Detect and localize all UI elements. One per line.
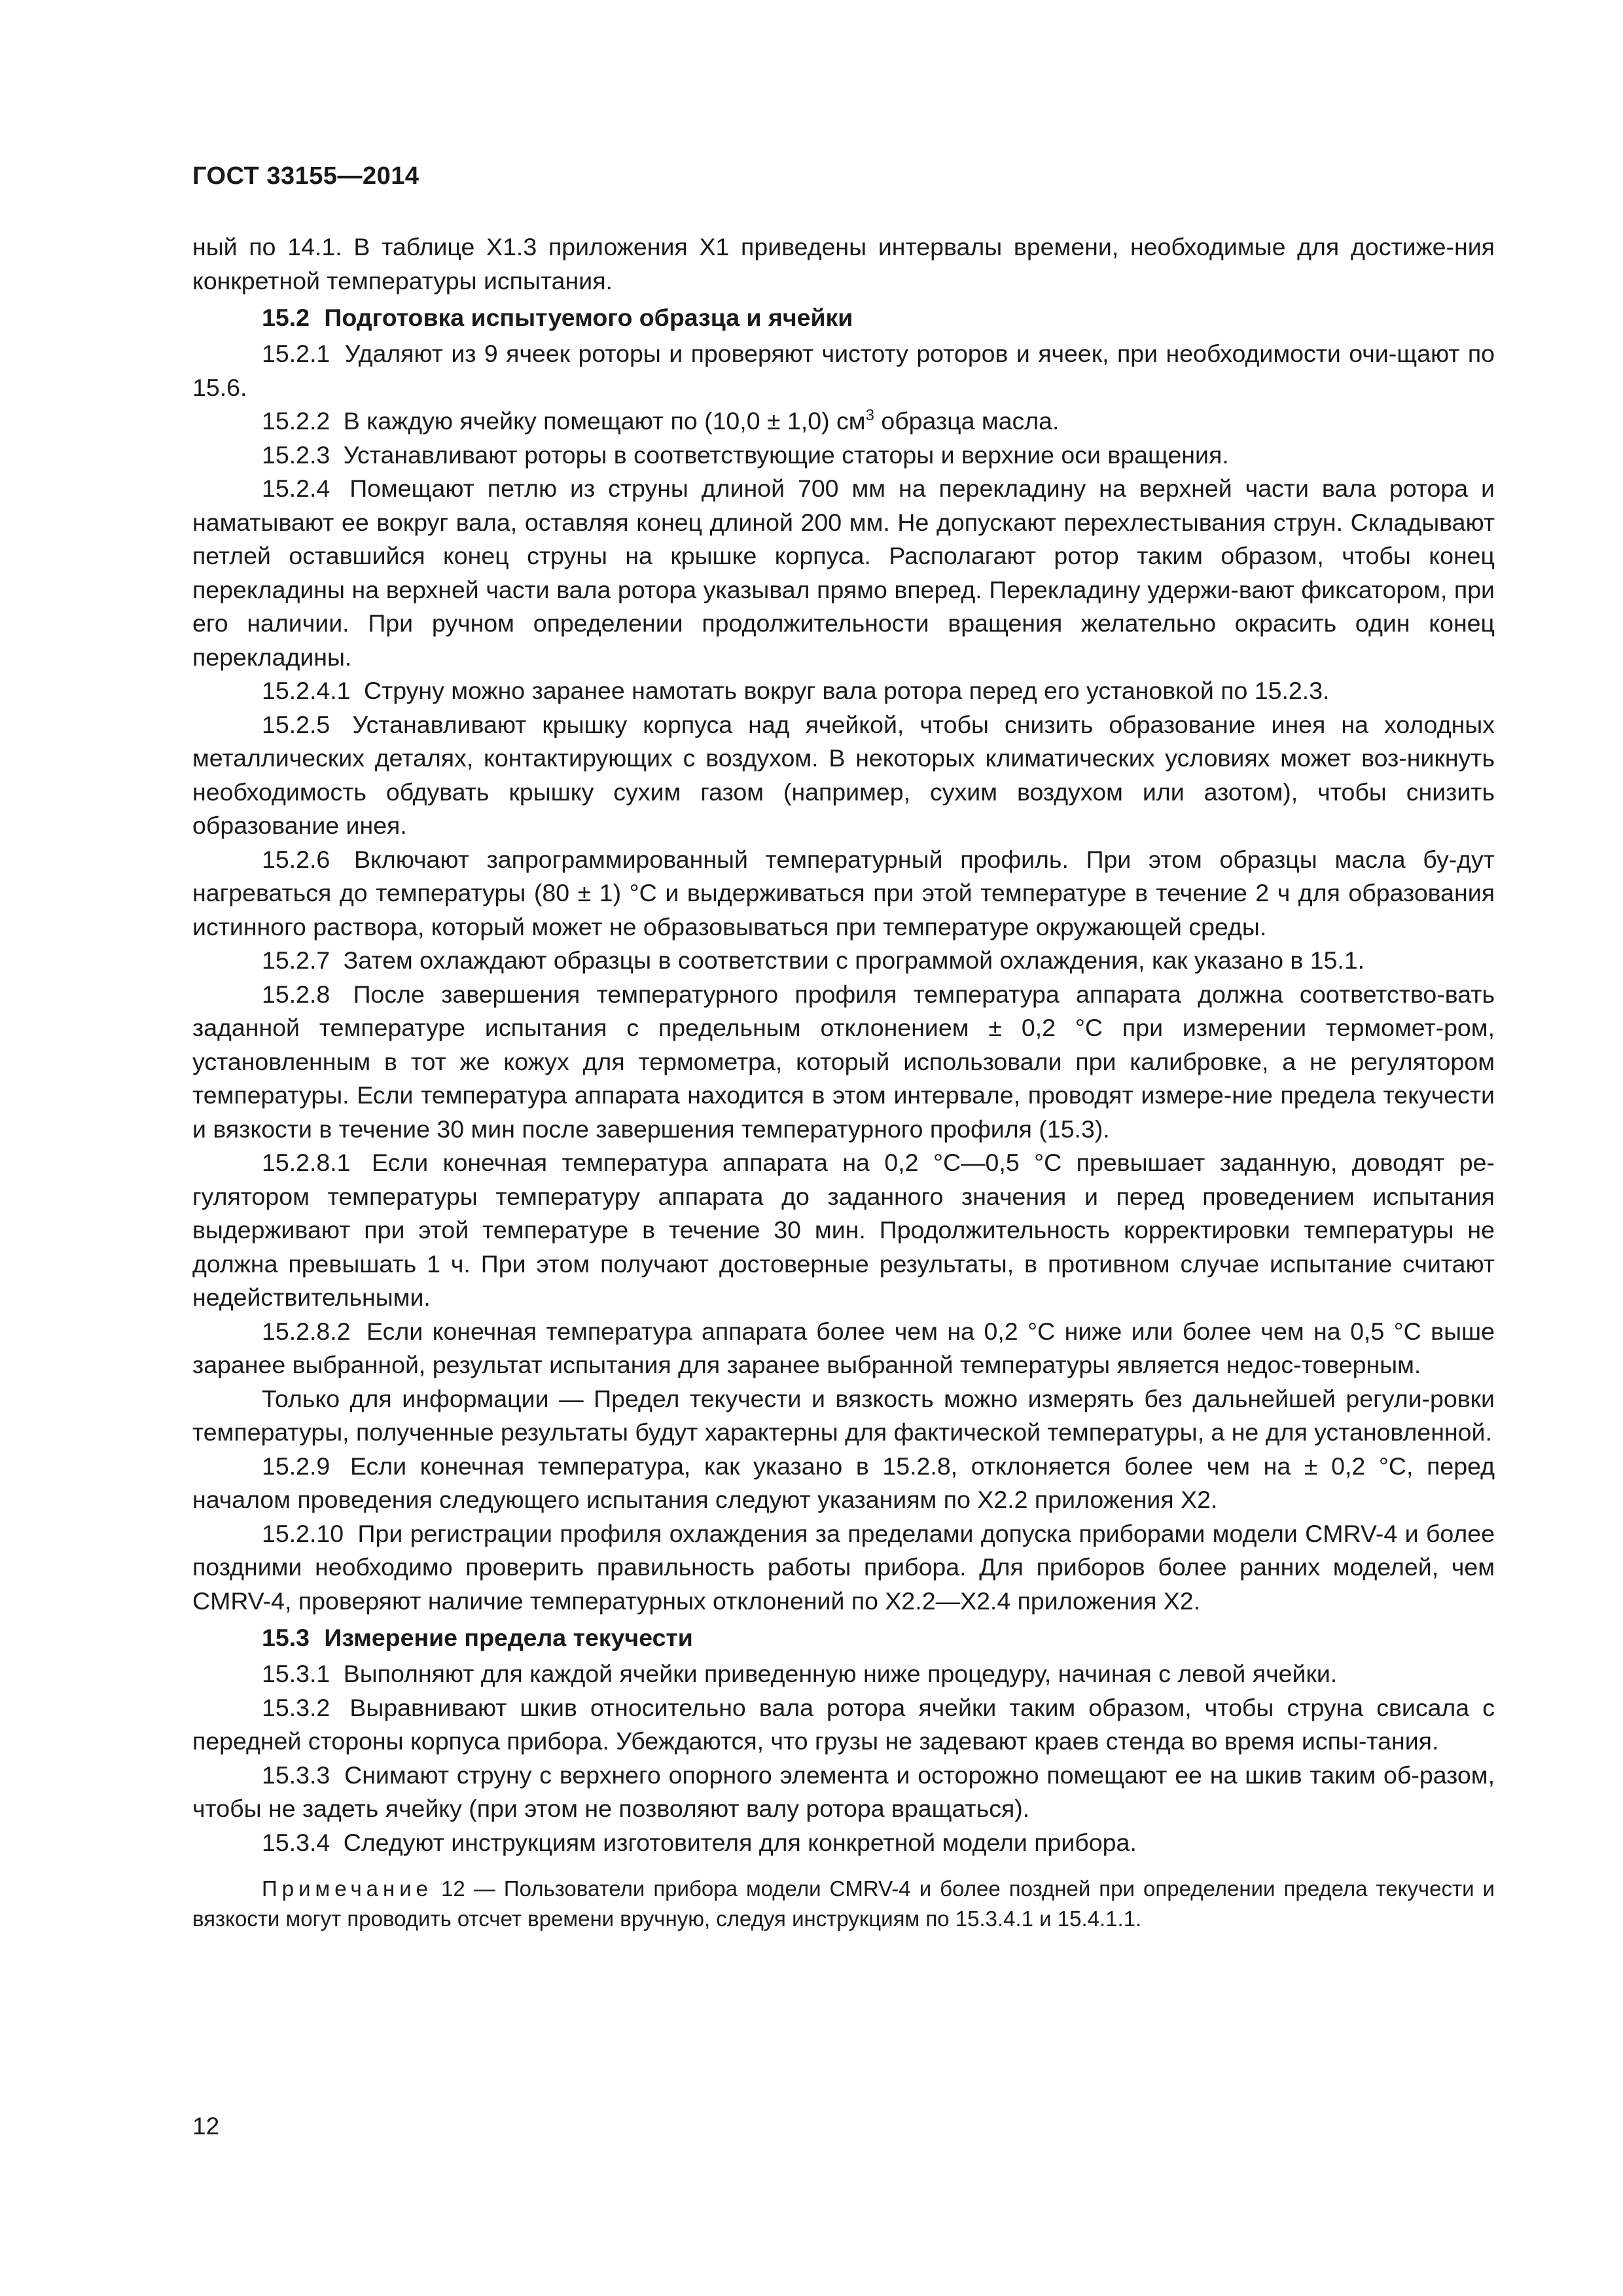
clause-number: 15.2.8 — [262, 980, 330, 1008]
clause-number: 15.2.8.1 — [262, 1149, 351, 1176]
clause-text: Помещают петлю из струны длиной 700 мм на перекладину на верхней части вала ротора и наматывают ее вокруг вала, оставляя конец длиной 200 мм. Не допускают перехлестывания струн. Складывают петлей оставшийся конец струны на крышке корпуса. Располагают ротор таким образом, чтобы конец перекладины на верхней части вала ротора указывал прямо вперед. Перекладину удержи-вают фиксатором, при его наличии. При ручном определении продолжительности вращения желательно окрасить один конец перекладины. — [192, 475, 1495, 671]
paragraph-15-2-8 — [192, 978, 1495, 1147]
clause-text: Если конечная температура аппарата более чем на 0,2 °C ниже или более чем на 0,5 °C выше заранее выбранной, результат испытания для заранее выбранной температуры является недос-товерным. — [192, 1317, 1495, 1378]
clause-number: 15.3.4 — [262, 1828, 330, 1856]
clause-number: 15.2.2 — [262, 407, 330, 435]
clause-text: Выполняют для каждой ячейки приведенную ниже процедуру, начиная с левой ячейки. — [343, 1660, 1338, 1687]
clause-text: После завершения температурного профиля температура аппарата должна соответство-вать заданной температуре испытания с предельным отклонением ± 0,2 °C при измерении термомет-ром, установленным в тот же кожух для термометра, который использовали при калибровке, а не регулятором температуры. Если температура аппарата находится в этом интервале, проводят измере-ние предела текучести и вязкости в течение 30 мин после завершения температурного профиля (15.3). — [192, 980, 1495, 1143]
clause-text: Если конечная температура аппарата на 0,2 °C—0,5 °C превышает заданную, доводят ре-гулятором температуры температуру аппарата до заданного значения и перед проведением испытания выдерживают при этой температуре в течение 30 мин. Продолжительность корректировки температуры не должна превышать 1 ч. При этом получают достоверные результаты, в противном случае испытание считают недействительными. — [192, 1149, 1495, 1311]
paragraph-intro: ный по 14.1. В таблице X1.3 приложения X1 приведены интервалы времени, необходимые для достиже-ния конкретной температуры испытания. — [192, 233, 1495, 295]
clause-text-tail: образца масла. — [874, 407, 1060, 435]
clause-number: 15.2.4.1 — [262, 677, 351, 704]
section-heading-15-2 — [192, 298, 1495, 337]
clause-text: Удаляют из 9 ячеек роторы и проверяют чистоту роторов и ячеек, при необходимости очи-щают по 15.6. — [192, 340, 1495, 401]
paragraph-15-3-3 — [192, 1759, 1495, 1826]
note-text: 12 — Пользователи прибора модели CMRV-4 и более поздней при определении предела текучести и вязкости могут проводить отсчет времени вручную, следуя инструкциям по 15.3.4.1 и 15.4.1.1. — [192, 1876, 1495, 1931]
paragraph-15-2-2 — [192, 404, 1495, 439]
document-body — [192, 230, 1495, 1934]
clause-number: 15.2.1 — [262, 340, 330, 367]
clause-number: 15.3.1 — [262, 1660, 330, 1687]
paragraph-info: Только для информации — Предел текучести и вязкость можно измерять без дальнейшей регули-ровки температуры, полученные результаты будут характерны для фактической температуры, а не для установленной. — [192, 1384, 1495, 1446]
paragraph-15-3-4 — [192, 1826, 1495, 1860]
section-title: Измерение предела текучести — [324, 1624, 693, 1651]
clause-number: 15.2.10 — [262, 1519, 344, 1547]
paragraph-15-2-8-1 — [192, 1146, 1495, 1315]
clause-number: 15.2.7 — [262, 946, 330, 974]
clause-text: В каждую ячейку помещают по (10,0 ± 1,0) см — [343, 407, 866, 435]
paragraph-15-3-1 — [192, 1657, 1495, 1691]
clause-text: Затем охлаждают образцы в соответствии с программой охлаждения, как указано в 15.1. — [343, 946, 1365, 974]
paragraph-15-2-4 — [192, 472, 1495, 674]
clause-number: 15.3.2 — [262, 1693, 330, 1721]
paragraph-15-2-1 — [192, 337, 1495, 404]
clause-text: Струну можно заранее намотать вокруг вала ротора перед его установкой по 15.2.3. — [363, 677, 1330, 704]
superscript: 3 — [865, 406, 874, 424]
paragraph-15-2-5 — [192, 708, 1495, 843]
section-title: Подготовка испытуемого образца и ячейки — [324, 304, 853, 331]
clause-number: 15.2.9 — [262, 1452, 330, 1480]
note-12 — [192, 1874, 1495, 1934]
clause-number: 15.2.3 — [262, 440, 330, 469]
paragraph-15-2-10 — [192, 1517, 1495, 1619]
paragraph-15-3-2 — [192, 1691, 1495, 1759]
note-label: Примечание — [262, 1876, 433, 1901]
section-number: 15.3 — [262, 1624, 310, 1651]
page-number: 12 — [192, 2113, 220, 2140]
clause-text: Если конечная температура, как указано в 15.2.8, отклоняется более чем на ± 0,2 °C, перед началом проведения следующего испытания следуют указаниям по X2.2 приложения X2. — [192, 1452, 1495, 1513]
clause-text: Снимают струну с верхнего опорного элемента и осторожно помещают ее на шкив таким об-разом, чтобы не задеть ячейку (при этом не позволяют валу ротора вращаться). — [192, 1761, 1495, 1822]
section-number: 15.2 — [262, 304, 310, 331]
clause-text: Устанавливают роторы в соответствующие статоры и верхние оси вращения. — [343, 440, 1229, 469]
clause-number: 15.2.4 — [262, 475, 330, 502]
clause-text: Следуют инструкциям изготовителя для конкретной модели прибора. — [343, 1828, 1137, 1856]
clause-text: Включают запрограммированный температурный профиль. При этом образцы масла бу-дут нагреваться до температуры (80 ± 1) °C и выдерживаться при этой температуре в течение 2 ч для образования истинного раствора, который может не образовываться при температуре окружающей среды. — [192, 845, 1495, 941]
clause-text: Устанавливают крышку корпуса над ячейкой, чтобы снизить образование инея на холодных металлических деталях, контактирующих с воздухом. В некоторых климатических условиях может воз-никнуть необходимость обдувать крышку сухим газом (например, сухим воздухом или азотом), чтобы снизить образование инея. — [192, 710, 1495, 839]
paragraph-15-2-9 — [192, 1450, 1495, 1517]
paragraph-15-2-7 — [192, 944, 1495, 978]
clause-number: 15.2.6 — [262, 845, 330, 873]
clause-number: 15.2.8.2 — [262, 1317, 351, 1345]
clause-text: Выравнивают шкив относительно вала ротора ячейки таким образом, чтобы струна свисала с передней стороны корпуса прибора. Убеждаются, что грузы не задевают краев стенда во время испы-тания. — [192, 1693, 1495, 1755]
paragraph-15-2-3 — [192, 439, 1495, 473]
document-header: ГОСТ 33155—2014 — [192, 162, 419, 190]
clause-number: 15.3.3 — [262, 1761, 330, 1789]
paragraph-15-2-8-2 — [192, 1315, 1495, 1382]
clause-text: При регистрации профиля охлаждения за пределами допуска приборами модели CMRV-4 и более поздними необходимо проверить правильность работы прибора. Для приборов более ранних моделей, чем CMRV-4, проверяют наличие температурных отклонений по X2.2—X2.4 приложения X2. — [192, 1519, 1495, 1615]
clause-number: 15.2.5 — [262, 710, 330, 738]
section-heading-15-3 — [192, 1618, 1495, 1657]
paragraph-15-2-6 — [192, 843, 1495, 944]
paragraph-15-2-4-1 — [192, 674, 1495, 708]
